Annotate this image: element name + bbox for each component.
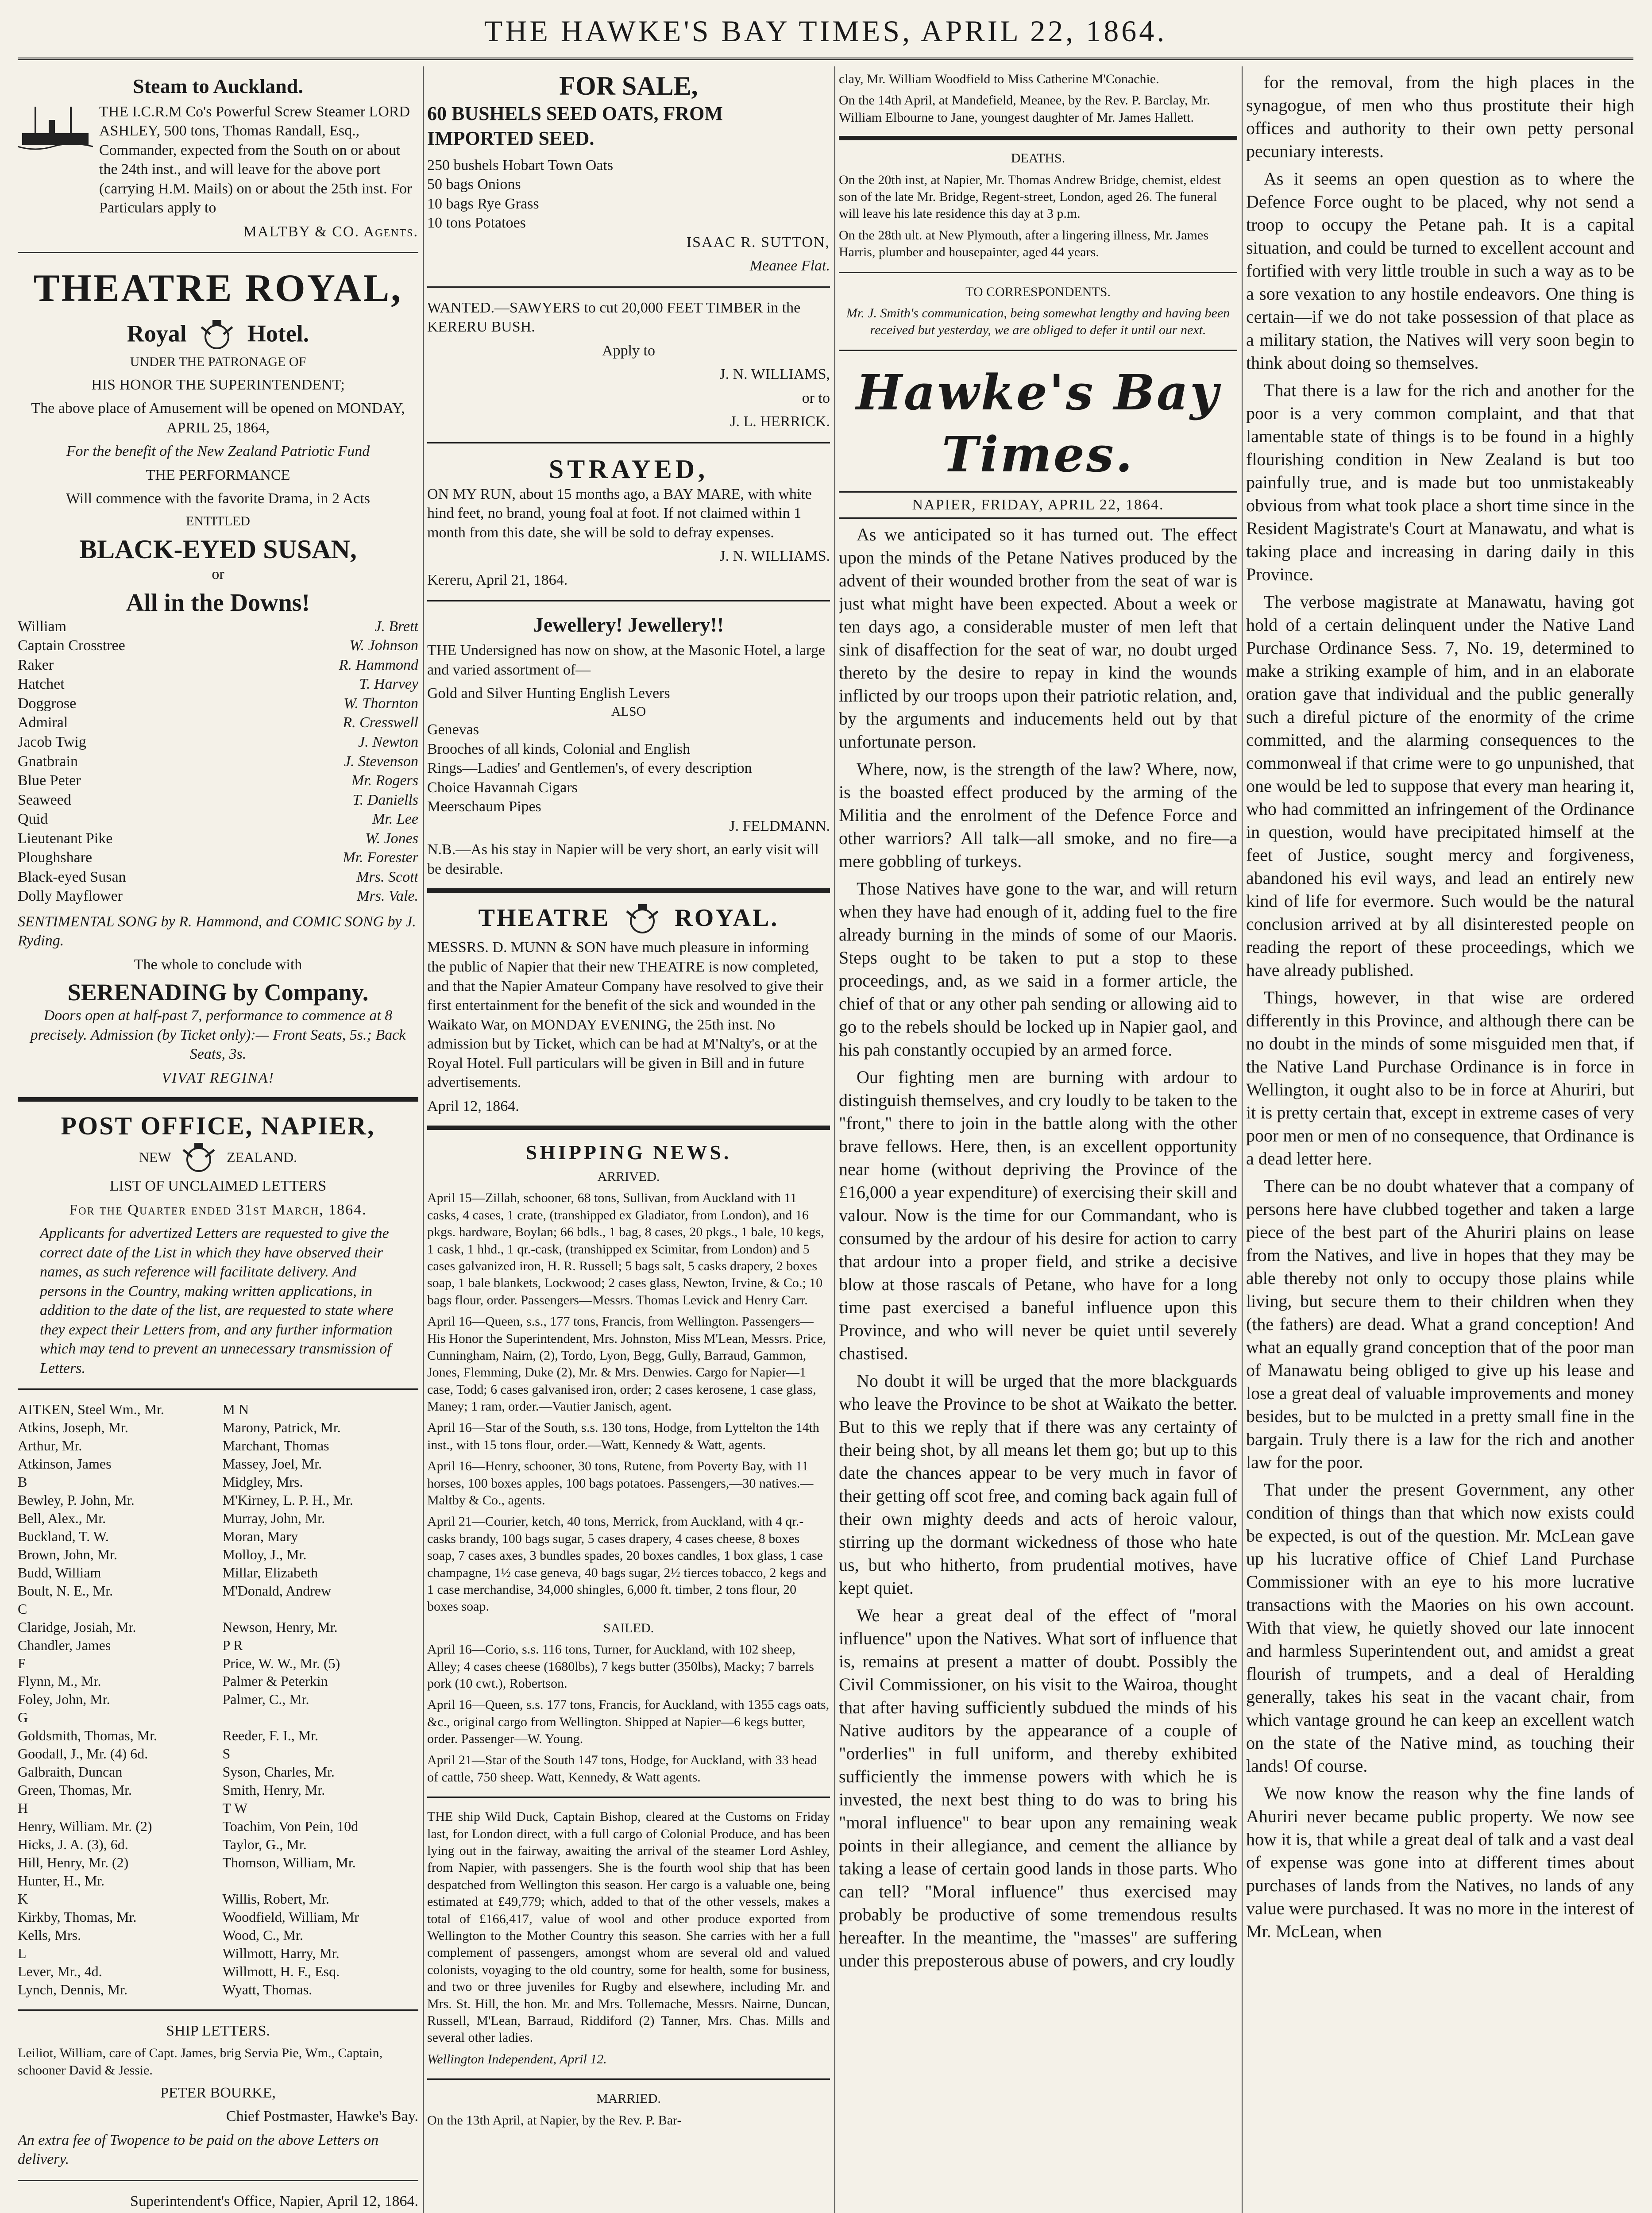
divider (18, 1388, 418, 1390)
ship-letters-body: Leiliot, William, care of Capt. James, brig Servia Pie, Wm., Captain, schooner David & Jessie. (18, 2046, 383, 2078)
theatre-notice: MESSRS. D. MUNN & SON have much pleasure in informing the public of Napier that their new THEATRE is now completed, and that the Napier Amateur Company have resolved to give their first entertainment for the benefit of the sick and wounded in the Waikato War, on MONDAY EVENING, the 25th inst. No admission but by Ticket, which can be had at M'Nalty's, or at the Royal Hotel. Full particulars will be given in Bill and in future advertisements. (427, 939, 824, 1091)
commence-text: Will commence with the favorite Drama, in 2 Acts (66, 490, 370, 507)
married-heading: MARRIED. (596, 2091, 661, 2106)
cast-row (18, 655, 418, 675)
letter-entry: Smith, Henry, Mr. (222, 1782, 325, 1798)
jewellery-item: Gold and Silver Hunting English Levers (427, 685, 670, 702)
character-name: Quid (18, 811, 48, 828)
jewellery-item: Meerschaum Pipes (427, 798, 541, 815)
jewellery-items (427, 684, 830, 816)
steam-body: THE I.C.R.M Co's Powerful Screw Steamer LORD ASHLEY, 500 tons, Thomas Randall, Esq., Commander, expected from the South on or about the 24th inst., and will leave for the above port (carrying H.M. Mails) on or about the 25th inst. For Particulars apply to (99, 103, 412, 216)
masthead: THE HAWKE'S BAY TIMES, APRIL 22, 1864. (18, 9, 1633, 60)
column-4 (1246, 71, 1634, 1947)
jewellery-item: Genevas (427, 721, 479, 738)
correspondents-body: Mr. J. Smith's communication, being somewhat lengthy and having been received but yesterday, we are obliged to defer it until our next. (846, 305, 1230, 338)
letter-entry: Palmer & Peterkin (222, 1673, 328, 1689)
letter-entry: Lever, Mr., 4d. (18, 1963, 102, 1979)
actor-name: T. Daniells (352, 791, 418, 808)
divider (18, 1097, 418, 1102)
postmaster-title: Chief Postmaster, Hawke's Bay. (226, 2108, 418, 2125)
wild-duck-item: THE ship Wild Duck, Captain Bishop, cleared at the Customs on Friday last, for London direct, with a full cargo of Colonial Produce, and has been lying out in the fairway, awaiting the arrival of the steamer Lord Ashley, from Napier, with passengers. She is the fourth wool ship that has been despatched from Wellington this season. Her cargo is a valuable one, being estimated at £49,779; which, added to that of the other vessels, makes a total of £166,417, value of wool and other produce exported from Wellington to the Mother Country this season. She carries with her a full complement of passengers, amongst whom are several old and valued colonists, voyaging to the old country, some for health, some for business, and two or three juveniles for Rugby and elsewhere, including Mr. and Mrs. St. Hill, the hon. Mr. and Mrs. Tollemache, Messrs. Nairne, Duncan, Russell, M'Lean, Barraud, Riddiford (2) Tanner, Mrs. Chas. Mills and several other ladies. (427, 1809, 830, 2045)
sailing-entry: April 16—Corio, s.s. 116 tons, Turner, for Auckland, with 102 sheep, Alley; 4 cases cheese (1680lbs), 7 kegs butter (350lbs), Macky; 7 barrels pork (10 cwt.), Robertson. (427, 1642, 814, 1691)
letter-entry: P R (222, 1637, 243, 1653)
divider (839, 350, 1237, 351)
divider (18, 2180, 418, 2181)
letter-entry: Claridge, Josiah, Mr. (18, 1619, 136, 1635)
wanted-or: or to (802, 389, 830, 406)
character-name: Raker (18, 656, 54, 673)
letter-entry: Kirkby, Thomas, Mr. (18, 1908, 137, 1925)
column-2 (427, 71, 830, 2133)
serenading-title: SERENADING by Company. (67, 979, 369, 1006)
applicants-note: Applicants for advertized Letters are requested to give the correct date of the List in which they have observed their names, as such reference will facilitate delivery. And persons in the Country, making written applications, in addition to the date of the list, are requested to state where they expect their Letters from, and any further information which may tend to prevent an unnecessary transmission of Letters. (40, 1225, 394, 1376)
superintendent-office: Superintendent's Office, Napier, April 12, 1864. (130, 2193, 418, 2209)
character-name: Gnatbrain (18, 753, 78, 770)
letter-entry: Boult, N. E., Mr. (18, 1582, 113, 1599)
vivat: VIVAT REGINA! (162, 1069, 274, 1086)
unclaimed-heading: LIST OF UNCLAIMED LETTERS (109, 1178, 327, 1195)
sale-sign-place: Meanee Flat. (749, 258, 830, 274)
letter-entry: Bewley, P. John, Mr. (18, 1492, 135, 1508)
wild-duck-source: Wellington Independent, April 12. (427, 2051, 607, 2066)
divider (427, 286, 830, 288)
character-name: Dolly Mayflower (18, 888, 123, 905)
editorial-paragraph: We hear a great deal of the effect of "moral influence" upon the Natives. What sort of influence that is, remains at present a matter of doubt. Possibly the Civil Commissioner, on his visit to the Wairoa, thought that after having sufficiently subdued the minds of his Native auditors by the appearance of a couple of "orderlies" in full uniform, and thereby exhibited sufficiently the immense powers with which he is invested, the next best thing to do was to bring his "moral influence" to bear upon any remaining weak points in their allegiance, and cement the alliance by taking a lease of certain good lands in those parts. Who can tell? "Moral influence" thus exercised may probably be productive of some tremendous results hereafter. In the meantime, the "masses" are suffering under this preposterous abuse of powers, and cry loudly (839, 1605, 1237, 1970)
arrivals-list (427, 1190, 830, 1615)
letter-entry (223, 1600, 419, 1618)
actor-name: T. Harvey (359, 676, 418, 693)
steam-ad (18, 102, 418, 222)
married-body: On the 13th April, at Napier, by the Rev. P. Bar- (427, 2113, 682, 2128)
actor-name: Mr. Lee (372, 811, 418, 828)
cast-row (18, 675, 418, 694)
letter-entry: Galbraith, Duncan (18, 1764, 123, 1780)
actor-name: W. Jones (365, 830, 418, 847)
letters-list (18, 1400, 418, 1998)
jewellery-nb: N.B.—As his stay in Napier will be very short, an early visit will be desirable. (427, 841, 819, 877)
cast-row (18, 694, 418, 713)
sale-sign: ISAAC R. SUTTON, (686, 234, 830, 251)
letter-entry (223, 1872, 419, 1890)
death-notice-2: On the 28th ult. at New Plymouth, after a lingering illness, Mr. James Harris, plumber and housepainter, aged 44 years. (839, 227, 1208, 260)
letter-entry: G (18, 1709, 28, 1726)
shipping-title: SHIPPING NEWS. (525, 1141, 732, 1164)
postmaster-name: PETER BOURKE, (160, 2084, 276, 2101)
editorial-paragraph: The verbose magistrate at Manawatu, having got hold of a certain delinquent under the Native Land Purchase Ordinance Sess. 7, No. 19, determined to make a striking example of him, and in an elaborate oration gave that individual and the public generally such a direful picture of the enormity of the crime committed, and the alarming consequences to the commonweal if that crime were to go unpunished, that one would be led to suppose that every man hearing it, who had committed an infringement of the Ordinance in question, would have precipitated himself at the feet of Justice, sought mercy and forgiveness, abandoned his evil ways, and lead an entirely new kind of life for evermore. Such would be the natural conclusion arrived at by all disinterested people on reading the report of these proceedings, which we have already published. (1246, 592, 1634, 980)
letter-entry: Wyatt, Thomas. (222, 1981, 313, 1997)
sale-item: 10 bags Rye Grass (427, 195, 539, 212)
actor-name: J. Stevenson (344, 753, 418, 770)
letter-entry: K (18, 1890, 28, 1907)
character-name: Black-eyed Susan (18, 868, 126, 885)
hotel-label: Hotel. (247, 320, 309, 347)
actor-name: Mr. Forester (343, 849, 418, 866)
divider (427, 442, 830, 443)
letter-entry (223, 1708, 419, 1727)
letter-entry: Foley, John, Mr. (18, 1691, 110, 1708)
letter-entry: H (18, 1800, 28, 1816)
steam-signature: MALTBY & CO. Agents. (243, 223, 418, 240)
cast-row (18, 829, 418, 848)
letter-entry: Atkinson, James (18, 1456, 112, 1472)
extra-fee-note: An extra fee of Twopence to be paid on the above Letters on delivery. (18, 2132, 379, 2168)
strayed-title: STRAYED, (548, 454, 709, 484)
letter-entry: Willmott, Harry, Mr. (222, 1945, 340, 1961)
letter-entry: M'Kirney, L. P. H., Mr. (222, 1492, 353, 1508)
letter-entry: Kells, Mrs. (18, 1927, 81, 1943)
letter-entry: Hunter, H., Mr. (18, 1872, 105, 1889)
arrival-entry: April 16—Queen, s.s., 177 tons, Francis, from Wellington. Passengers—His Honor the Superintendent, Mrs. Johnston, Miss M'Lean, Messrs. Price, Cunningham, Nairn, (2), Tordo, Lyon, Begg, Gully, Barraud, Gammon, Jones, Flemming, Duke (2), Mr. & Mrs. Denwies. Cargo for Napier—1 case, Todd; 6 cases galvanised iron, order; 2 cases kerosene, 1 case glass, Maney; 1 ram, order.—Vautier Janisch, agent. (427, 1314, 826, 1414)
sale-item: 250 bushels Hobart Town Oats (427, 157, 614, 173)
editorial-paragraph: There can be no doubt whatever that a company of persons here have clubbed together and taken a large piece of the best part of the Ahuriri plains on lease from the Natives, and live in hopes that they may be able thereby not only to occupy those plains while living, but secure them to their children when they (the fathers) are dead. What a grand conception! And what an equally grand conception that of the poor man of Manawatu being obliged to give up his lease and lose a great deal of valuable improvements and money besides, but to be mulcted in a pretty small fine in the bargain. Truly there is a law for the rich and another law for the poor. (1246, 1176, 1634, 1472)
jewellery-item: Rings—Ladies' and Gentlemen's, of every description (427, 760, 752, 777)
divider (427, 888, 830, 893)
letter-entry: Wood, C., Mr. (222, 1927, 303, 1943)
letter-entry: Marony, Patrick, Mr. (222, 1419, 341, 1436)
royal-crest-icon (193, 318, 241, 354)
arrival-entry: April 21—Courier, ketch, 40 tons, Merrick, from Auckland, with 4 qr.-casks brandy, 100 bags sugar, 5 cases drapery, 4 cases cheese, 8 boxes soap, 7 cases axes, 3 bundles spades, 20 boxes candles, 1 box glass, 1 case champagne, 1½ case geneva, 40 bags sugar, 2½ tierces tobacco, 2 kegs and 1 case merchandise, 34,000 shingles, 6,000 ft. timber, 2 tons flour, 20 boxes soap. (427, 1514, 826, 1614)
letter-entry: Newson, Henry, Mr. (222, 1619, 338, 1635)
letter-entry: Palmer, C., Mr. (222, 1691, 309, 1708)
deaths-heading: DEATHS. (1011, 151, 1065, 166)
cast-row (18, 867, 418, 887)
letter-entry: T W (222, 1800, 248, 1816)
letter-entry: F (18, 1655, 26, 1671)
divider (427, 1126, 830, 1130)
letter-entry: Murray, John, Mr. (222, 1510, 325, 1526)
letter-entry: Atkins, Joseph, Mr. (18, 1419, 128, 1436)
actor-name: Mrs. Vale. (357, 888, 418, 905)
letter-entry: M N (222, 1401, 249, 1418)
strayed-sign: J. N. WILLIAMS. (719, 548, 830, 565)
character-name: Doggrose (18, 695, 77, 712)
cast-row (18, 887, 418, 906)
editorial-paragraph: Where, now, is the strength of the law? Where, now, is the boasted effect produced by the arming of the Militia and the enrolment of the Defence Force and other warriors? All talk—all smoke, and no fire—a mere gobbling of turkeys. (839, 759, 1237, 871)
steamship-icon (18, 102, 93, 155)
letter-entry: Lynch, Dennis, Mr. (18, 1981, 127, 1997)
column-rule (834, 66, 835, 2213)
cast-row (18, 771, 418, 790)
sailing-entry: April 16—Queen, s.s. 177 tons, Francis, for Auckland, with 1355 cags oats, &c., original cargo from Wellington. Shipped at Napier—6 kegs butter, order. Passenger—W. Young. (427, 1697, 830, 1746)
character-name: Jacob Twig (18, 733, 86, 750)
character-name: Lieutenant Pike (18, 830, 113, 847)
letter-entry: Reeder, F. I., Mr. (222, 1727, 319, 1744)
dateline: NAPIER, FRIDAY, APRIL 22, 1864. (839, 491, 1237, 519)
letter-entry: Henry, William. Mr. (2) (18, 1818, 152, 1835)
editorial-paragraph: As we anticipated so it has turned out. The effect upon the minds of the Petane Natives produced by the advent of their wounded brother from the seat of war is just what might have been expected. About a week or ten days ago, a considerable muster of men left that sink of disaffection for the seat of war, no doubt urged thereto by the desire to repay in kind the wounds inflicted by our troops upon their patriotic relation, and, by the arguments and inducements held out by that unfortunate person. (839, 524, 1237, 752)
letter-entry: Hicks, J. A. (3), 6d. (18, 1836, 128, 1853)
royal-label: ROYAL. (675, 904, 779, 932)
cast-row (18, 752, 418, 771)
column-rule (1242, 66, 1243, 2213)
new-zealand-crest (18, 1141, 418, 1176)
character-name: Ploughshare (18, 849, 93, 866)
royal-crest-icon (174, 1141, 223, 1176)
songs: SENTIMENTAL SONG by R. Hammond, and COMIC SONG by J. Ryding. (18, 913, 416, 949)
letter-entry: AITKEN, Steel Wm., Mr. (18, 1401, 164, 1418)
column-3 (839, 71, 1237, 1977)
drama-or: or (212, 566, 224, 582)
theatre-label: THEATRE (478, 904, 610, 932)
letter-entry: S (222, 1746, 231, 1762)
sale-items (427, 156, 830, 233)
married-notice-2: On the 14th April, at Mandefield, Meanee, by the Rev. P. Barclay, Mr. William Elbourne to Jane, youngest daughter of Mr. James Hallett. (839, 93, 1210, 125)
actor-name: W. Thornton (344, 695, 418, 712)
editorial-paragraph: for the removal, from the high places in the synagogue, of men who thus prostitute their high offices and authority to their own petty personal pecuniary interests. (1246, 72, 1634, 161)
editorial (839, 523, 1237, 1972)
post-office-title: POST OFFICE, NAPIER, (61, 1111, 375, 1141)
actor-name: R. Hammond (339, 656, 418, 673)
letter-entry: Woodfield, William, Mr (222, 1908, 359, 1925)
editorial-paragraph: Those Natives have gone to the war, and will return when they have had enough of it, adding fuel to the fire already burning in the minds of some of our Maoris. Steps ought to be taken to put a stop to these proceedings, and, as we said in a former article, the chief of that or any other pah sending or allowing aid to go to the rebels should be locked up in Napier gaol, and his pah constantly occupied by an armed force. (839, 878, 1237, 1060)
doors-note: Doors open at half-past 7, performance to commence at 8 precisely. Admission (by Ticket only):— Front Seats, 5s.; Back Seats, 3s. (30, 1007, 406, 1063)
letter-entry: Arthur, Mr. (18, 1438, 82, 1454)
paper-title: Hawke's Bay Times. (856, 363, 1220, 483)
letter-entry: Toachim, Von Pein, 10d (222, 1818, 359, 1835)
letter-entry: L (18, 1945, 27, 1961)
letter-entry: Buckland, T. W. (18, 1528, 109, 1544)
character-name: William (18, 618, 67, 635)
wanted-sign: J. N. WILLIAMS, (719, 366, 830, 383)
divider (427, 2078, 830, 2080)
cast-list (18, 617, 418, 906)
sailings-list (427, 1641, 830, 1786)
editorial-paragraph: Things, however, in that wise are ordered differently in this Province, and although there can be no doubt in the minds of some misguided men that, if the Native Land Purchase Ordinance is in force in Wellington, it ought also to be in force at Ahuriri, but it is pretty certain that, except in extreme cases of very poor men or men of no consequence, that Ordinance is a dead letter here. (1246, 987, 1634, 1168)
letter-entry: Thomson, William, Mr. (222, 1854, 356, 1870)
cast-row (18, 810, 418, 829)
letter-entry: Willmott, H. F., Esq. (222, 1963, 340, 1979)
letter-entry: Marchant, Thomas (222, 1438, 329, 1454)
letter-entry: Willis, Robert, Mr. (222, 1890, 329, 1907)
divider (427, 600, 830, 601)
strayed-date: Kereru, April 21, 1864. (427, 571, 568, 588)
zealand-label: ZEALAND. (227, 1149, 297, 1165)
letter-entry: Goodall, J., Mr. (4) 6d. (18, 1746, 148, 1762)
sailed-heading: SAILED. (603, 1620, 654, 1635)
letter-entry: Bell, Alex., Mr. (18, 1510, 106, 1526)
letter-entry: Taylor, G., Mr. (222, 1836, 307, 1853)
actor-name: W. Johnson (349, 637, 418, 654)
sale-item: 50 bags Onions (427, 176, 521, 193)
cast-row (18, 636, 418, 655)
divider (18, 252, 418, 253)
death-notice-1: On the 20th inst, at Napier, Mr. Thomas Andrew Bridge, chemist, eldest son of the late Mr. Bridge, Regent-street, London, aged 26. The funeral will leave his late residence this day at 3 p.m. (839, 172, 1221, 221)
jewellery-title: Jewellery! Jewellery!! (533, 613, 724, 636)
drama-subtitle: All in the Downs! (126, 589, 310, 617)
patronage: UNDER THE PATRONAGE OF (130, 355, 306, 370)
drama-title: BLACK-EYED SUSAN, (79, 534, 357, 564)
arrival-entry: April 16—Star of the South, s.s. 130 tons, Hodge, from Lyttelton the 14th inst., with 15 tons flour, order.—Watt, Kennedy & Watt, agents. (427, 1420, 819, 1452)
editorial-paragraph: We now know the reason why the fine lands of Ahuriri never became public property. We now see how it is, that while a great deal of talk and a vast deal of expense was gone into at different times about purchases of lands from the Natives, no lands of any value were purchased. It was no more in the interest of Mr. McLean, when (1246, 1783, 1634, 1941)
theatre-date: April 12, 1864. (427, 1098, 519, 1114)
royal-crest-icon (618, 902, 667, 938)
column-1 (18, 71, 418, 2213)
new-label: NEW (139, 1149, 171, 1165)
letter-entry: B (18, 1473, 27, 1490)
divider (839, 136, 1237, 140)
letter-entry: Midgley, Mrs. (222, 1473, 303, 1490)
performance-heading: THE PERFORMANCE (146, 467, 290, 483)
ship-letters-heading: SHIP LETTERS. (166, 2022, 270, 2039)
strayed-body: ON MY RUN, about 15 months ago, a BAY MARE, with white hind feet, no brand, young foal at foot. If not claimed within 1 month from this date, she will be sold to defray expenses. (427, 486, 812, 541)
married-continued: clay, Mr. William Woodfield to Miss Catherine M'Conachie. (839, 72, 1159, 86)
theatre-title: THEATRE ROYAL, (33, 267, 403, 310)
wanted-sign2: J. L. HERRICK. (730, 413, 830, 430)
conclude-text: The whole to conclude with (134, 956, 302, 973)
actor-name: Mrs. Scott (356, 868, 418, 885)
arrival-entry: April 15—Zillah, schooner, 68 tons, Sullivan, from Auckland with 11 casks, 4 cases, 1 crate, (transhipped ex Gladiator, from London), and 16 pkgs. hardware, Boylan; 66 bdls., 1 bag, 8 cases, 20 pkgs., 1 bale, 10 kegs, 1 cask, 1 hhd., 1 qr.-cask, (transhipped ex Scimitar, from London) and 5 cases galvanized iron, H. R. Russell; 5 bags salt, 5 casks drapery, 2 boxes soap, 1 bale blankets, Lockwood; 2 cases glass, Newton, Irvine, & Co.; 10 bags flour, order. Passengers—Messrs. Thomas Levick and Henry Carr. (427, 1191, 824, 1307)
correspondents-heading: TO CORRESPONDENTS. (965, 284, 1111, 299)
cast-row (18, 790, 418, 810)
divider (427, 1797, 830, 1798)
letters-left (18, 1400, 214, 1998)
arrived-heading: ARRIVED. (597, 1169, 660, 1184)
letter-entry: Chandler, James (18, 1637, 111, 1653)
editorial-paragraph: Our fighting men are burning with ardour to distinguish themselves, and cry loudly to be taken to the "front," there to join in the battle along with the other brave fellows. Here, then, is an excellent opportunity near home (without depriving the Province of the £16,000 a year expenditure) of exercising their skill and valour. Now is the time for our Commandant, who is consumed by the ardour of his desire for action to carry that ardour into a proper field, and strike a decisive blow at those rascals of Petane, who have for a long time past exercised a baneful influence upon this Province, and who will never be quiet until severely chastised. (839, 1067, 1237, 1363)
character-name: Seaweed (18, 791, 71, 808)
actor-name: R. Cresswell (343, 714, 418, 731)
for-sale-title: FOR SALE, (559, 71, 698, 100)
jewellery-sign: J. FELDMANN. (729, 817, 830, 834)
letter-entry: Flynn, M., Mr. (18, 1673, 101, 1689)
opening-date: The above place of Amusement will be opened on MONDAY, APRIL 25, 1864, (31, 400, 405, 436)
jewellery-item: Brooches of all kinds, Colonial and English (427, 740, 690, 757)
entitled: ENTITLED (186, 513, 250, 528)
letters-right (223, 1400, 419, 1998)
arrival-entry: April 16—Henry, schooner, 30 tons, Rutene, from Poverty Bay, with 11 horses, 100 boxes apples, 100 bags potatoes. Passengers,—30 natives.—Maltby & Co., agents. (427, 1459, 814, 1508)
character-name: Admiral (18, 714, 68, 731)
editorial-paragraph: No doubt it will be urged that the more blackguards who leave the Province to be shot at Waikato the better. But to this we reply that if there was any certainty of their being shot, by all means let them go; but up to this date the chances appear to be very much in favor of their getting off scot free, and coming back again full of their own mighty deeds and acts of heroic valour, stirring up the dormant wickedness of those who hate us, but who hitherto, from prudential motives, have kept quiet. (839, 1370, 1237, 1598)
royal-hotel (18, 318, 418, 354)
patron: HIS HONOR THE SUPERINTENDENT; (91, 376, 345, 393)
actor-name: Mr. Rogers (351, 772, 418, 789)
divider (839, 272, 1237, 273)
letter-entry: Price, W. W., Mr. (5) (222, 1655, 340, 1671)
quarter-heading: For the Quarter ended 31st March, 1864. (69, 1201, 367, 1218)
column-rule (423, 66, 424, 2213)
editorial-paragraph: That under the present Government, any other condition of things than that which now exists could be expected, is out of the question. Mr. McLean gave up his lucrative office of Chief Land Purchase Commissioner with an eye to his more lucrative transactions with the Maories on his own account. With that view, he quietly shoved our late innocent and harmless Superintendent out, and amidst a great flourish of trumpets, and a deal of Heralding generally, takes his seat in the vacant chair, from which vantage ground he can keep an excellent watch on the state of the Native mind, as touching their lands! Of course. (1246, 1480, 1634, 1776)
divider (18, 2009, 418, 2011)
cast-row (18, 617, 418, 636)
character-name: Captain Crosstree (18, 637, 125, 654)
royal-label: Royal (127, 320, 187, 347)
letter-entry: Budd, William (18, 1564, 101, 1581)
letter-entry: Moran, Mary (222, 1528, 298, 1544)
actor-name: J. Brett (374, 618, 418, 635)
seed-oats-head: 60 BUSHELS SEED OATS, FROM IMPORTED SEED. (427, 103, 723, 150)
actor-name: J. Newton (358, 733, 418, 750)
jewellery-item: Choice Havannah Cigars (427, 779, 578, 796)
letter-entry: Hill, Henry, Mr. (2) (18, 1854, 129, 1870)
steam-heading: Steam to Auckland. (133, 75, 303, 97)
letter-entry: M'Donald, Andrew (222, 1582, 332, 1599)
jewellery-item: ALSO (611, 704, 646, 719)
sale-item: 10 tons Potatoes (427, 215, 526, 231)
character-name: Hatchet (18, 676, 65, 693)
letter-entry: Millar, Elizabeth (222, 1564, 318, 1581)
theatre-royal-heading (427, 902, 830, 938)
letter-entry: Molloy, J., Mr. (222, 1546, 307, 1562)
wanted-apply: Apply to (602, 342, 655, 359)
sailing-entry: April 21—Star of the South 147 tons, Hodge, for Auckland, with 33 head of cattle, 750 sheep. Watt, Kennedy, & Watt agents. (427, 1753, 817, 1785)
letter-entry: Brown, John, Mr. (18, 1546, 117, 1562)
jewellery-body: THE Undersigned has now on show, at the Masonic Hotel, a large and varied assortment of— (427, 642, 825, 678)
cast-row (18, 733, 418, 752)
wanted-text: WANTED.—SAWYERS to cut 20,000 FEET TIMBER in the KERERU BUSH. (427, 299, 801, 335)
letter-entry: Syson, Charles, Mr. (222, 1764, 335, 1780)
letter-entry: Massey, Joel, Mr. (222, 1456, 322, 1472)
letter-entry: Goldsmith, Thomas, Mr. (18, 1727, 157, 1744)
benefit-note: For the benefit of the New Zealand Patriotic Fund (66, 443, 370, 460)
character-name: Blue Peter (18, 772, 81, 789)
cast-row (18, 848, 418, 867)
editorial-paragraph: As it seems an open question as to where the Defence Force ought to be placed, why not send a troop to occupy the Petane pah. It is a capital situation, and could be turned to excellent account and fortified with very little trouble in such a way as to be a sore vexation to any hostile endeavors. One thing is certain—if we do not take possession of that place as a military station, the Natives will very soon begin to think about doing so themselves. (1246, 169, 1634, 373)
letter-entry: Green, Thomas, Mr. (18, 1782, 132, 1798)
letter-entry: C (18, 1600, 27, 1617)
editorial-paragraph: That there is a law for the rich and another for the poor is a very common complaint, and that that lamentable state of things is to be found in a highly flourishing condition in New Zealand is but too painfully true, and is made but too unmistakeably obvious from what took place a short time since in the Resident Magistrate's Court at Manawatu, and what is taking place and increasing in daring daily in this Province. (1246, 380, 1634, 584)
cast-row (18, 713, 418, 733)
